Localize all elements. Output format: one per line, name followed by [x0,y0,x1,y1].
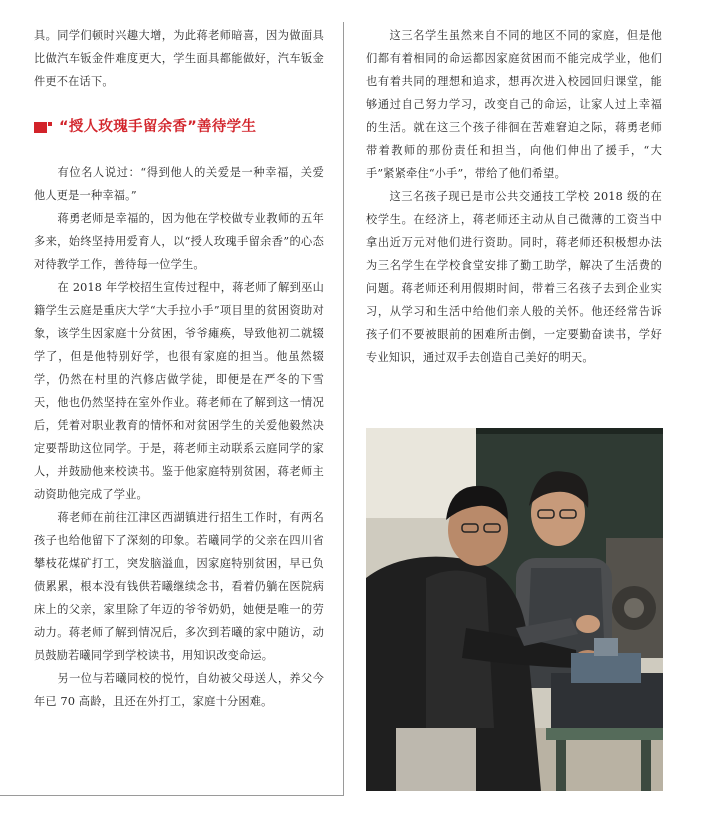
body-paragraph: 这三名学生虽然来自不同的地区不同的家庭，但是他们都有着相同的命运都因家庭贫困而不能完成学业，他们也有着共同的理想和追求，想再次进入校园回归课堂，能够通过自己努力学习，改变自己的命运，让家人过上幸福的生活。就在这三个孩子徘徊在苦难窘迫之际，蒋勇老师带着教师的那份责任和担当，向他们伸出了援手，“大手”紧紧牵住“小手”，带给了他们希望。 [366,29,662,180]
body-paragraph: 蒋老师在前往江津区西湖镇进行招生工作时，有两名孩子也给他留下了深刻的印象。若曦同学的父亲在四川省攀枝花煤矿打工，突发脑溢血，因家庭特别贫困，早已负债累累，根本没有钱供若曦继续念书，看着仍躺在医院病床上的父亲，家里除了年迈的爷爷奶奶，她便是唯一的劳动力。蒋老师了解到情况后，多次到若曦的家中随访，动员鼓励若曦同学到学校读书，用知识改变命运。 [34,511,324,662]
column-divider [343,22,344,796]
section-heading-text: “授人玫瑰手留余香”善待学生 [59,119,257,135]
body-paragraph: 这三名孩子现已是市公共交通技工学校 2018 级的在校学生。在经济上，蒋老师还主动从自己微薄的工资当中拿出近万元对他们进行资助。同时，蒋老师还积极想办法为三名学生在学校食堂安排了勤工助学，解决了生活费的问题。蒋老师还利用假期时间，带着三名孩子去到企业实习，从学习和生活中给他们亲人般的关怀。他还经常告诉孩子们不要被眼前的困难所击倒，一定要勤奋读书，学好专业知识，通过双手去创造自己美好的明天。 [366,190,662,364]
left-column [34,24,324,713]
photo-illustration [366,428,663,791]
bottom-rule [0,795,344,796]
right-column [366,24,662,369]
teacher-student-photo [366,428,663,791]
body-paragraph: 有位名人说过：“得到他人的关爱是一种幸福，关爱他人更是一种幸福。” [34,166,324,202]
heading-marker-icon [34,122,47,133]
body-paragraph: 在 2018 年学校招生宣传过程中，蒋老师了解到巫山籍学生云庭是重庆大学“大手拉小手”项目里的贫困资助对象，该学生因家庭十分贫困，爷爷瘫痪，导致他初二就辍学了，但是他特别好学，也很有家庭的担当。他虽然辍学，仍然在村里的汽修店做学徒，即便是在严冬的下雪天，他也仍然坚持在室外作业。蒋老师在了解到这一情况后，凭着对职业教育的情怀和对贫困学生的关爱他毅然决定要帮助这位同学。于是，蒋老师主动联系云庭同学的家人，并鼓励他来校读书。鉴于他家庭特别贫困，蒋老师主动资助他完成了学业。 [34,281,324,501]
section-heading [34,116,324,139]
body-paragraph: 另一位与若曦同校的悦竹，自幼被父母送人，养父今年已 70 高龄，且还在外打工，家庭十分困难。 [34,672,324,708]
body-paragraph: 蒋勇老师是幸福的，因为他在学校做专业教师的五年多来，始终坚持用爱育人，以“授人玫瑰手留余香”的心态对待教学工作，善待每一位学生。 [34,212,324,271]
intro-paragraph: 具。同学们顿时兴趣大增，为此蒋老师暗喜，因为做面具比做汽车钣金件难度更大，学生面具都能做好，汽车钣金件更不在话下。 [34,29,324,88]
